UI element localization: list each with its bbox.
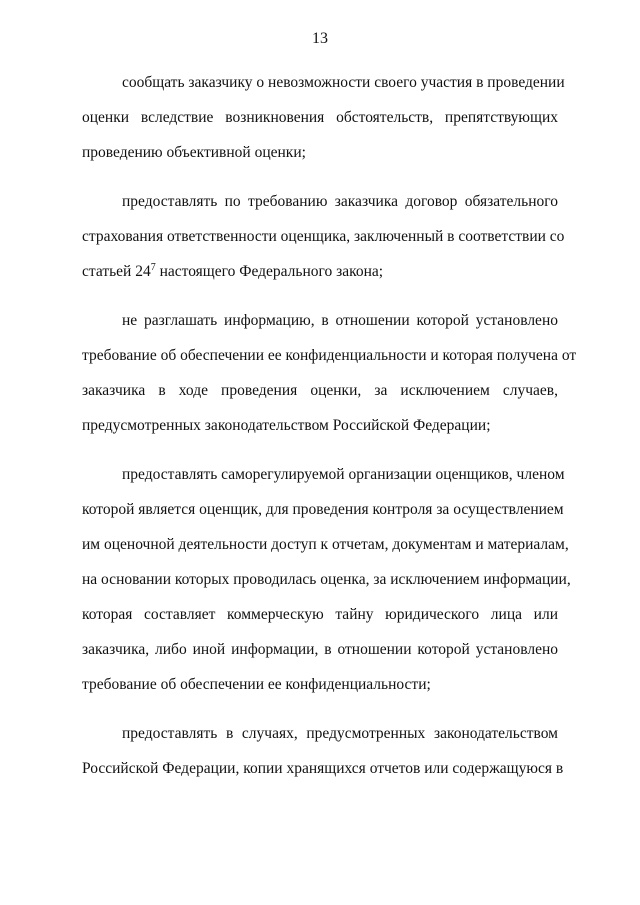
text-line: сообщать заказчику о невозможности своего участия в проведении [122,74,565,91]
text-line: оценки вследствие возникновения обстоятельств, препятствующих [82,109,558,126]
page-number: 13 [312,30,328,47]
text-fragment: настоящего Федерального закона; [155,263,384,280]
text-line: не разглашать информацию, в отношении которой установлено [122,312,558,329]
paragraph-5 [82,716,564,786]
text-line: Российской Федерации, копии хранящихся отчетов или содержащуюся в [82,760,564,777]
document-body [82,65,577,800]
text-line: требование об обеспечении ее конфиденциальности; [82,676,431,693]
text-line: заказчика, либо иной информации, в отношении которой установлено [82,641,558,658]
paragraph-3 [82,303,577,443]
paragraph-4 [82,457,571,702]
text-line: страхования ответственности оценщика, заключенный в соответствии со [82,228,565,245]
text-line: проведению объективной оценки; [82,144,306,161]
text-line: предоставлять саморегулируемой организации оценщиков, членом [122,466,565,483]
superscript: 7 [150,262,156,273]
text-line: предусмотренных законодательством Российской Федерации; [82,417,491,434]
paragraph-2 [82,184,565,289]
text-fragment: статьей 24 [82,263,151,280]
text-line: на основании которых проводилась оценка, за исключением информации, [82,571,571,588]
text-line [82,254,558,289]
text-line: заказчика в ходе проведения оценки, за исключением случаев, [82,382,558,399]
text-line: им оценочной деятельности доступ к отчетам, документам и материалам, [82,536,569,553]
text-line: требование об обеспечении ее конфиденциальности и которая получена от [82,347,577,364]
paragraph-1 [82,65,565,170]
text-line: предоставлять в случаях, предусмотренных законодательством [122,725,558,742]
text-line: предоставлять по требованию заказчика договор обязательного [122,193,558,210]
text-line: которая составляет коммерческую тайну юридического лица или [82,606,558,623]
text-line: которой является оценщик, для проведения контроля за осуществлением [82,501,564,518]
